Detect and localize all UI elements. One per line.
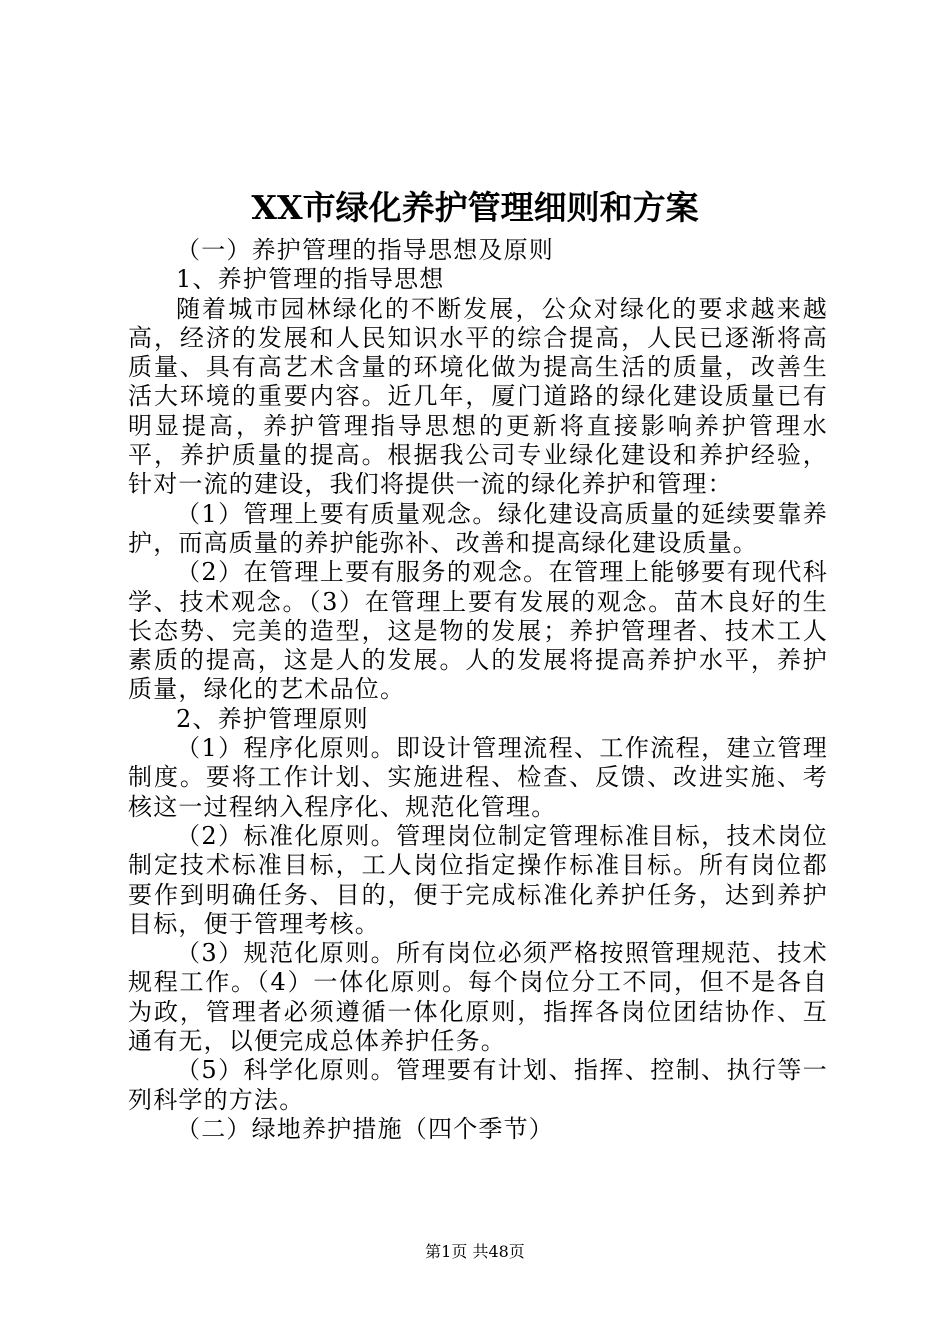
subsection-heading-2: 2、养护管理原则 xyxy=(176,704,369,733)
body-paragraph: （1）程序化原则。即设计管理流程、工作流程，建立管理制度。要将工作计划、实施进程、检查、反馈、改进实施、考核这一过程纳入程序化、规范化管理。 xyxy=(128,734,828,821)
page-footer xyxy=(0,1241,950,1263)
body-paragraph: （2）标准化原则。管理岗位制定管理标准目标，技术岗位制定技术标准目标，工人岗位指定操作标准目标。所有岗位都要作到明确任务、目的，便于完成标准化养护任务，达到养护目标，便于管理考核。 xyxy=(128,821,828,938)
body-paragraph: （3）规范化原则。所有岗位必须严格按照管理规范、技术规程工作。（4）一体化原则。每个岗位分工不同，但不是各自为政，管理者必须遵循一体化原则，指挥各岗位团结协作、互通有无，以便完成总体养护任务。 xyxy=(128,939,828,1056)
body-paragraph: （2）在管理上要有服务的观念。在管理上能够要有现代科学、技术观念。（3）在管理上要有发展的观念。苗木良好的生长态势、完美的造型，这是物的发展；养护管理者、技术工人素质的提高，这是人的发展。人的发展将提高养护水平，养护质量，绿化的艺术品位。 xyxy=(128,558,828,704)
page-number-label: 第1页 共48页 xyxy=(425,1242,525,1261)
document-title: XX市绿化养护管理细则和方案 xyxy=(251,188,699,227)
body-paragraph: （5）科学化原则。管理要有计划、指挥、控制、执行等一列科学的方法。 xyxy=(128,1056,828,1114)
section-heading-2: （二）绿地养护措施（四个季节） xyxy=(176,1114,554,1143)
body-paragraph: （1）管理上要有质量观念。绿化建设高质量的延续要靠养护，而高质量的养护能弥补、改善和提高绿化建设质量。 xyxy=(128,499,828,557)
document-body xyxy=(128,236,828,1144)
body-paragraph: 随着城市园林绿化的不断发展，公众对绿化的要求越来越高，经济的发展和人民知识水平的综合提高，人民已逐渐将高质量、具有高艺术含量的环境化做为提高生活的质量，改善生活大环境的重要内容。近几年，厦门道路的绿化建设质量已有明显提高，养护管理指导思想的更新将直接影响养护管理水平，养护质量的提高。根据我公司专业绿化建设和养护经验，针对一流的建设，我们将提供一流的绿化养护和管理： xyxy=(128,294,828,499)
subsection-heading-1: 1、养护管理的指导思想 xyxy=(176,265,445,294)
section-heading-1: （一）养护管理的指导思想及原则 xyxy=(176,236,554,264)
